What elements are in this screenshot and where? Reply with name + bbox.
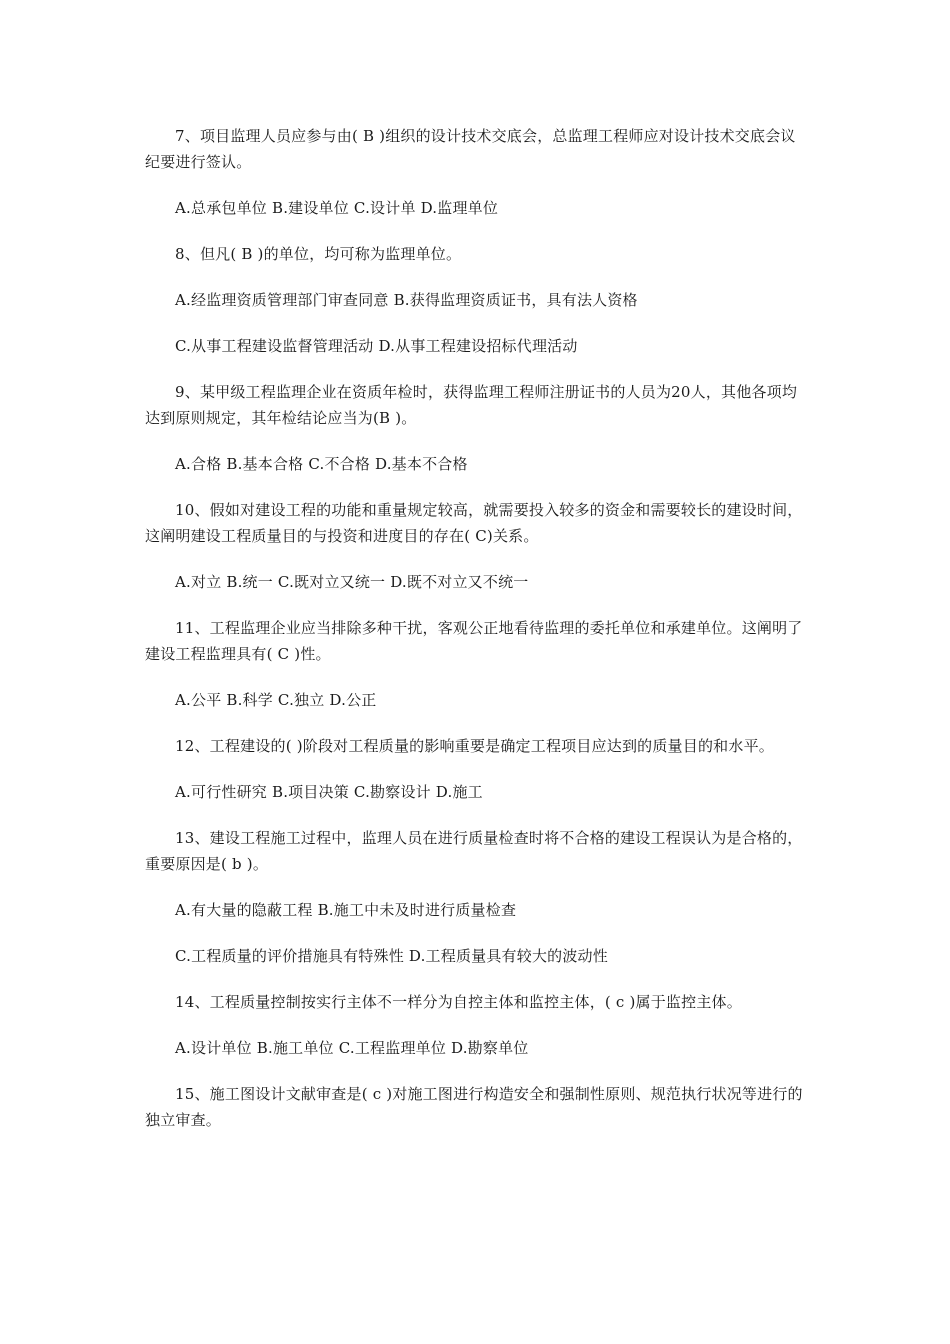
question-9: 9、某甲级工程监理企业在资质年检时，获得监理工程师注册证书的人员为20人，其他各项均达到原则规定，其年检结论应当为(B )。 (145, 383, 798, 427)
question-11: 11、工程监理企业应当排除多种干扰，客观公正地看待监理的委托单位和承建单位。这阐明了建设工程监理具有( C )性。 (145, 619, 803, 663)
options-14: A.设计单位 B.施工单位 C.工程监理单位 D.勘察单位 (175, 1039, 529, 1057)
options-13-cd: C.工程质量的评价措施具有特殊性 D.工程质量具有较大的波动性 (175, 947, 608, 965)
document-page (145, 123, 809, 1133)
question-7: 7、项目监理人员应参与由( B )组织的设计技术交底会，总监理工程师应对设计技术交底会议纪要进行签认。 (145, 127, 796, 171)
question-13: 13、建设工程施工过程中，监理人员在进行质量检查时将不合格的建设工程误认为是合格的，重要原因是( b )。 (145, 829, 803, 873)
options-11: A.公平 B.科学 C.独立 D.公正 (175, 691, 377, 709)
question-15: 15、施工图设计文献审查是( c )对施工图进行构造安全和强制性原则、规范执行状况等进行的独立审查。 (145, 1085, 803, 1129)
options-9: A.合格 B.基本合格 C.不合格 D.基本不合格 (175, 455, 468, 473)
question-8: 8、但凡( B )的单位，均可称为监理单位。 (175, 245, 462, 263)
options-8-cd: C.从事工程建设监督管理活动 D.从事工程建设招标代理活动 (175, 337, 578, 355)
options-7: A.总承包单位 B.建设单位 C.设计单 D.监理单位 (175, 199, 499, 217)
options-12: A.可行性研究 B.项目决策 C.勘察设计 D.施工 (175, 783, 483, 801)
question-10: 10、假如对建设工程的功能和重量规定较高，就需要投入较多的资金和需要较长的建设时间，这阐明建设工程质量目的与投资和进度目的存在( C)关系。 (145, 501, 803, 545)
question-12: 12、工程建设的( )阶段对工程质量的影响重要是确定工程项目应达到的质量目的和水平。 (175, 737, 774, 755)
options-13-ab: A.有大量的隐蔽工程 B.施工中未及时进行质量检查 (175, 901, 517, 919)
question-14: 14、工程质量控制按实行主体不一样分为自控主体和监控主体，( c )属于监控主体。 (175, 993, 742, 1011)
options-8-ab: A.经监理资质管理部门审查同意 B.获得监理资质证书，具有法人资格 (175, 291, 638, 309)
options-10: A.对立 B.统一 C.既对立又统一 D.既不对立又不统一 (175, 573, 529, 591)
